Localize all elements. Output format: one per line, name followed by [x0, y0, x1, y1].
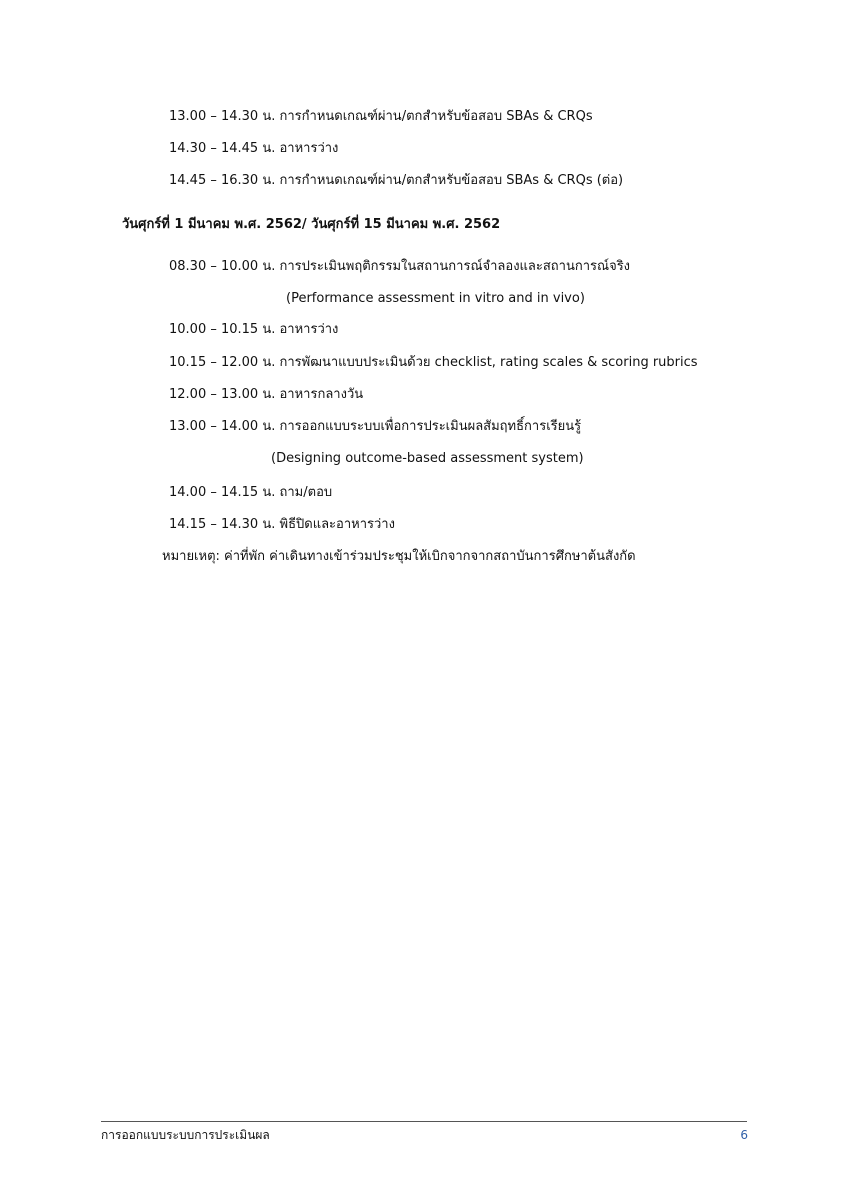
schedule-time: 14.45 – 16.30 น.: [169, 173, 276, 188]
page-number: 6: [740, 1128, 748, 1142]
schedule-subtext: (Designing outcome-based assessment system): [271, 451, 584, 466]
schedule-activity: อาหารกลางวัน: [279, 387, 364, 402]
schedule-item: [169, 140, 338, 158]
schedule-activity: การประเมินพฤติกรรมในสถานการณ์จำลองและสถานการณ์จริง: [279, 259, 631, 274]
schedule-item: [169, 172, 623, 190]
schedule-activity: ถาม/ตอบ: [279, 485, 333, 500]
schedule-item: [169, 516, 395, 534]
schedule-activity: การกำหนดเกณฑ์ผ่าน/ตกสำหรับข้อสอบ SBAs & CRQs: [279, 109, 593, 124]
schedule-activity: พิธีปิดและอาหารว่าง: [279, 517, 395, 532]
schedule-time: 12.00 – 13.00 น.: [169, 387, 276, 402]
schedule-item: [169, 321, 338, 339]
schedule-item: [169, 258, 630, 276]
schedule-activity: อาหารว่าง: [279, 141, 339, 156]
schedule-time: 14.00 – 14.15 น.: [169, 485, 276, 500]
schedule-subtext: (Performance assessment in vitro and in vivo): [286, 291, 585, 306]
schedule-activity: การพัฒนาแบบประเมินด้วย checklist, rating scales & scoring rubrics: [279, 355, 698, 370]
note: หมายเหตุ: ค่าที่พัก ค่าเดินทางเข้าร่วมประชุมให้เบิกจากจากสถาบันการศึกษาต้นสังกัด: [162, 549, 636, 564]
footer-title: การออกแบบระบบการประเมินผล: [101, 1128, 270, 1142]
schedule-item: [169, 108, 593, 126]
schedule-activity: การกำหนดเกณฑ์ผ่าน/ตกสำหรับข้อสอบ SBAs & CRQs (ต่อ): [279, 173, 624, 188]
schedule-item: [169, 484, 332, 502]
schedule-activity: การออกแบบระบบเพื่อการประเมินผลสัมฤทธิ์การเรียนรู้: [279, 419, 582, 434]
schedule-item: [169, 418, 581, 436]
schedule-time: 13.00 – 14.00 น.: [169, 419, 276, 434]
schedule-time: 13.00 – 14.30 น.: [169, 109, 276, 124]
schedule-time: 08.30 – 10.00 น.: [169, 259, 276, 274]
day-heading: วันศุกร์ที่ 1 มีนาคม พ.ศ. 2562/ วันศุกร์ที่ 15 มีนาคม พ.ศ. 2562: [122, 217, 501, 232]
schedule-time: 10.00 – 10.15 น.: [169, 322, 276, 337]
schedule-time: 14.15 – 14.30 น.: [169, 517, 276, 532]
schedule-time: 14.30 – 14.45 น.: [169, 141, 276, 156]
schedule-item: [169, 354, 698, 372]
schedule-activity: อาหารว่าง: [279, 322, 339, 337]
footer-divider: [101, 1121, 747, 1122]
schedule-item: [169, 386, 363, 404]
schedule-time: 10.15 – 12.00 น.: [169, 355, 276, 370]
